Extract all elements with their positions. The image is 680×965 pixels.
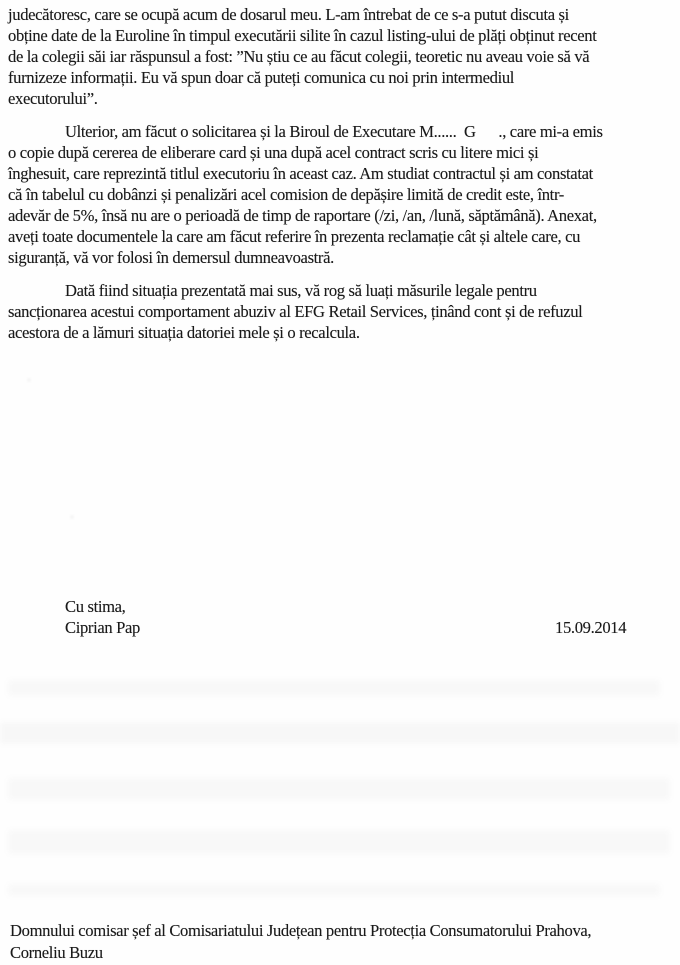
- text-line: siguranță, vă vor folosi în demersul dumneavoastră.: [8, 248, 334, 267]
- addressee-title: Domnului comisar șef al Comisariatului Județean pentru Protecția Consumatorului Prahova,: [10, 921, 592, 940]
- text-line: că în tabelul cu dobânzi și penalizări acel comision de depășire limită de credit este, într-: [8, 185, 564, 204]
- signer-name: Ciprian Pap: [65, 618, 140, 637]
- text-line: Dată fiind situația prezentată mai sus, vă rog să luați măsurile legale pentru: [65, 281, 537, 300]
- body-paragraph-3: [8, 280, 668, 343]
- text-line: sancționarea acestui comportament abuziv al EFG Retail Services, ținând cont și de refuzul: [8, 302, 583, 321]
- letter-body: [8, 4, 668, 355]
- text-line: o copie după cererea de eliberare card și una după acel contract scris cu litere mici și: [8, 143, 539, 162]
- letter-date: 15.09.2014: [555, 618, 627, 637]
- body-paragraph-1: [8, 4, 668, 109]
- text-line: executorului”.: [8, 89, 98, 108]
- text-line: furnizeze informații. Eu vă spun doar că puteți comunica cu noi prin intermediul: [8, 68, 515, 87]
- addressee-block: [10, 920, 668, 964]
- body-paragraph-2: [8, 121, 668, 268]
- signature-block: [8, 596, 668, 638]
- text-line: judecătoresc, care se ocupă acum de dosarul meu. L-am întrebat de ce s-a putut discuta și: [8, 5, 569, 24]
- text-line: obține date de la Euroline în timpul executării silite în cazul listing-ului de plăți obținut recent: [8, 26, 597, 45]
- text-line: acestora de a lămuri situația datoriei mele și o recalcula.: [8, 323, 360, 342]
- text-line: de la colegii săi iar răspunsul a fost: ”Nu știu ce au făcut colegii, teoretic nu aveau voie să vă: [8, 47, 590, 66]
- scan-speck: [70, 515, 74, 519]
- closing-phrase: Cu stima,: [65, 597, 126, 616]
- scan-bleed-artifact: [0, 722, 680, 744]
- scan-bleed-artifact: [8, 830, 670, 854]
- text-line: înghesuit, care reprezintă titlul executoriu în aceast caz. Am studiat contractul și am constatat: [8, 164, 593, 183]
- scan-speck: [27, 378, 31, 382]
- text-line: adevăr de 5%, însă nu are o perioadă de timp de raportare (/zi, /an, /lună, săptămână). Anexat,: [8, 206, 597, 225]
- scan-bleed-artifact: [8, 778, 670, 800]
- text-line: aveți toate documentele la care am făcut referire în prezenta reclamație cât și altele care, cu: [8, 227, 581, 246]
- text-line: Ulterior, am făcut o solicitarea și la Biroul de Executare M...... G ., care mi-a emis: [65, 122, 603, 141]
- scan-bleed-artifact: [8, 680, 660, 696]
- addressee-name: Corneliu Buzu: [10, 943, 103, 962]
- scan-bleed-artifact: [8, 884, 660, 896]
